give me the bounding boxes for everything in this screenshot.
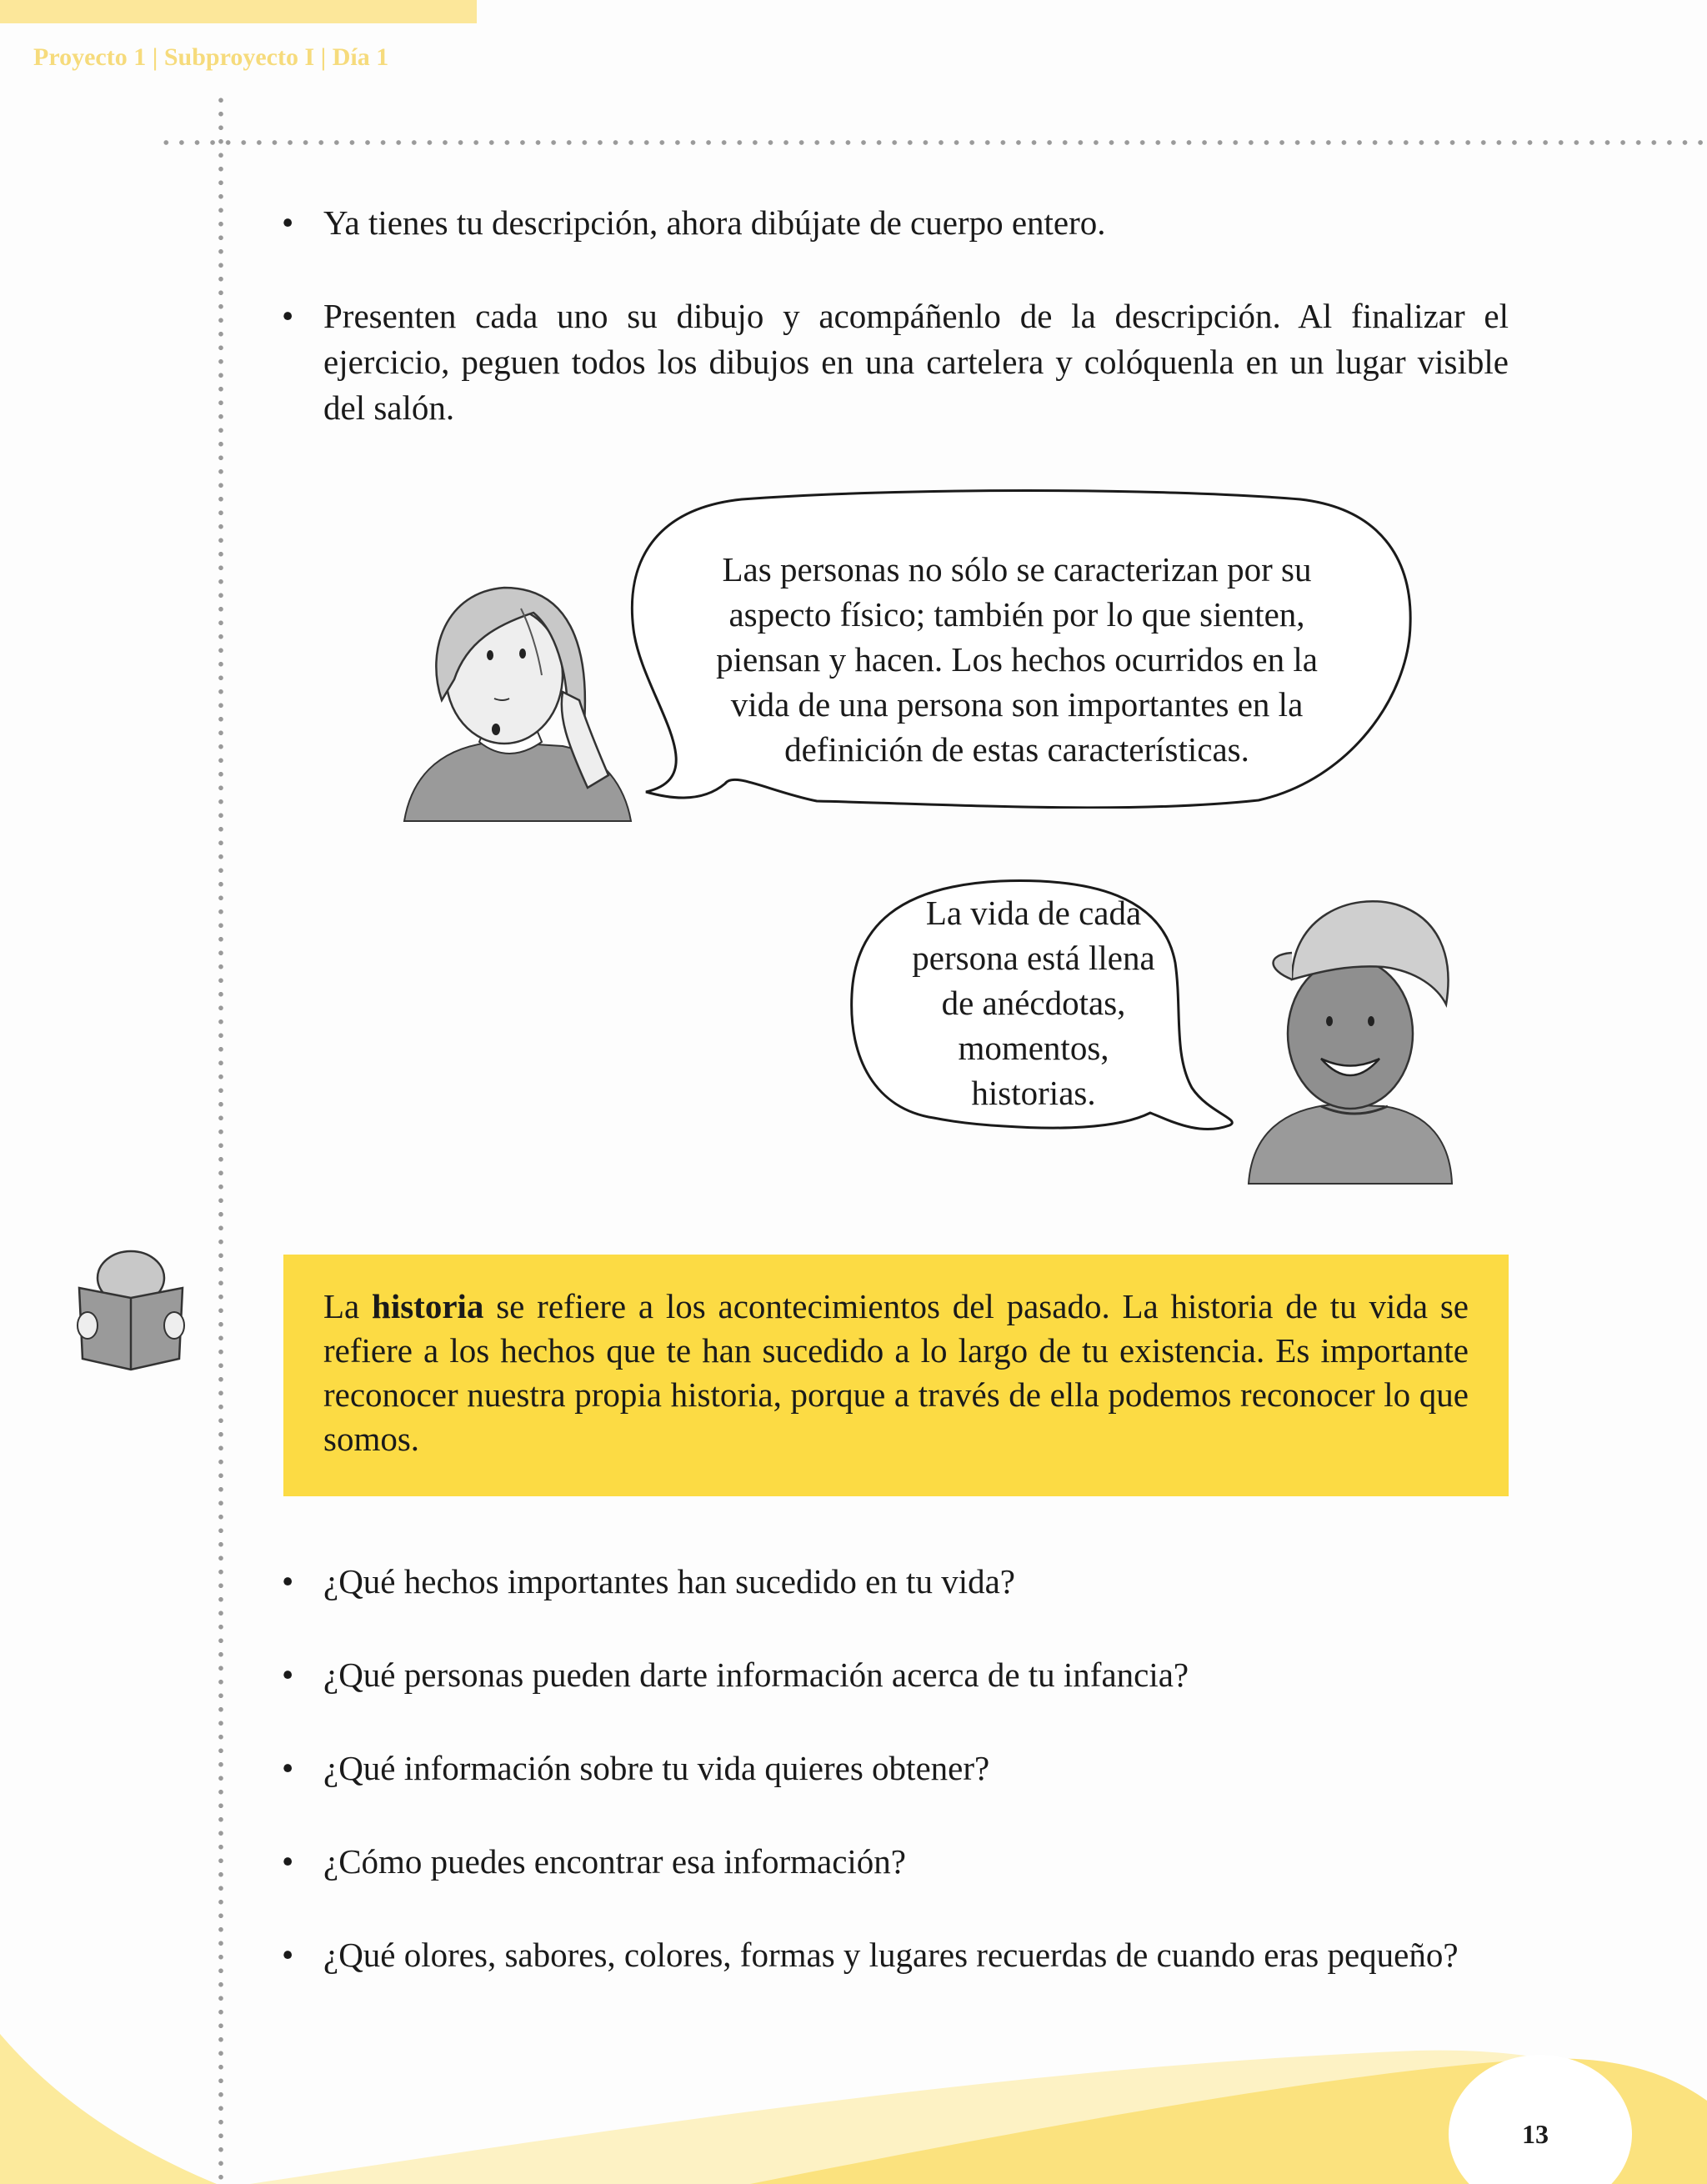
definition-box (283, 1255, 1509, 1496)
footer-wave-decoration (0, 2034, 1707, 2184)
definition-body: se refiere a los acontecimientos del pasado. La historia de tu vida se refiere a los hechos que te han sucedido a lo largo de tu existencia. Es importante reconocer nuestra propia historia, porque a través de ella podemos reconocer lo que somos. (323, 1287, 1469, 1458)
running-header: Proyecto 1 | Subproyecto I | Día 1 (33, 43, 389, 71)
definition-lead: La (323, 1287, 373, 1325)
reading-child-icon (71, 1246, 192, 1375)
speech-line: piensan y hacen. Los hechos ocurridos en la (716, 640, 1318, 679)
question-item: • ¿Qué olores, sabores, colores, formas y lugares recuerdas de cuando eras pequeño? (323, 1932, 1509, 1978)
question-item: • ¿Cómo puedes encontrar esa información? (323, 1839, 1509, 1885)
question-item: • ¿Qué hechos importantes han sucedido en tu vida? (323, 1559, 1509, 1605)
speech-line: historias. (971, 1074, 1096, 1112)
definition-term: historia (372, 1287, 484, 1325)
question-item: • ¿Qué información sobre tu vida quieres obtener? (323, 1746, 1509, 1791)
speech-line: momentos, (958, 1029, 1109, 1067)
definition-text (323, 1285, 1469, 1461)
speech-line: aspecto físico; también por lo que sienten, (728, 595, 1305, 634)
speech-line: Las personas no sólo se caracterizan por su (722, 550, 1312, 589)
page-number: 13 (1522, 2119, 1549, 2149)
header-dotted-line (158, 140, 1707, 145)
speech-line: persona está llena (912, 939, 1155, 977)
girl-thinking-illustration (396, 575, 638, 825)
speech-line: La vida de cada (925, 894, 1142, 932)
header-accent-bar (0, 0, 477, 23)
instruction-item: • Ya tienes tu descripción, ahora dibújate de cuerpo entero. (323, 200, 1509, 246)
speech-line: vida de una persona son importantes en la (730, 685, 1304, 724)
question-item: • ¿Qué personas pueden darte información acerca de tu infancia? (323, 1652, 1509, 1698)
boy-smiling-illustration (1242, 888, 1459, 1188)
boy-speech-text (867, 890, 1200, 1115)
speech-line: de anécdotas, (941, 984, 1126, 1022)
speech-line: definición de estas características. (784, 730, 1249, 769)
margin-dotted-line (218, 93, 223, 2184)
girl-speech-text (658, 547, 1375, 772)
instruction-item: • Presenten cada uno su dibujo y acompáñenlo de la descripción. Al finalizar el ejercicio, peguen todos los dibujos en una cartelera y colóquenla en un lugar visible del salón. (323, 293, 1509, 431)
